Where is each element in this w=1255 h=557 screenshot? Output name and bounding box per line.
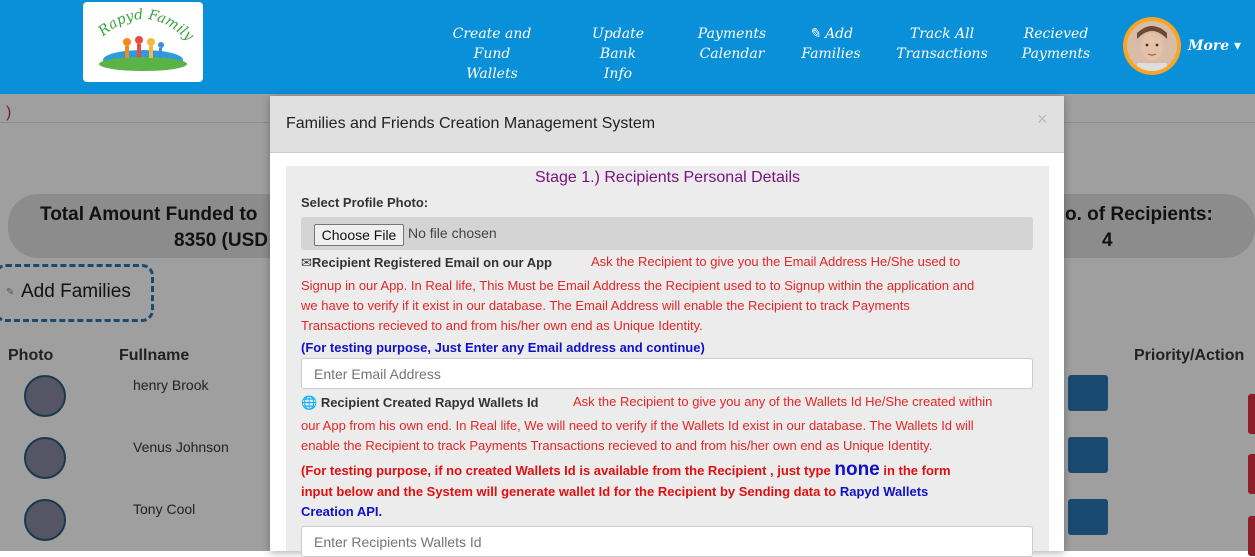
wallet-label: Recipient Created Rapyd Wallets Id xyxy=(320,395,539,410)
row-action-button[interactable] xyxy=(1068,375,1108,411)
recipient-name: Venus Johnson xyxy=(133,439,229,455)
wallet-hint-line: our App from his own end. In Real life, We will need to verify if the Wallets Id exist in our database. The Wallets Id will xyxy=(301,418,974,433)
wallet-hint-first: Ask the Recipient to give you any of the Wallets Id He/She created within xyxy=(573,394,993,409)
nav-label-line2: Calendar xyxy=(699,46,765,62)
nav-label-line1: Update Bank xyxy=(592,26,644,62)
profile-photo-input xyxy=(301,217,1033,250)
row-delete-button[interactable] xyxy=(1248,454,1255,494)
nav-label-line1: Payments xyxy=(697,26,767,42)
nav-label-line2: Transactions xyxy=(896,46,988,62)
nav-label-line2: Payments xyxy=(1021,46,1091,62)
wallet-label-row xyxy=(301,395,539,411)
email-label: Recipient Registered Email on our App xyxy=(311,255,552,270)
row-delete-button[interactable] xyxy=(1248,394,1255,434)
rapyd-family-logo[interactable] xyxy=(83,2,203,82)
wallet-test-note-line2 xyxy=(301,482,1036,502)
email-input[interactable] xyxy=(301,358,1033,389)
nav-label-line1: Create and xyxy=(452,26,532,42)
more-dropdown[interactable]: More ▾ xyxy=(1188,38,1242,54)
nav-label-line1: Track All xyxy=(909,26,975,42)
wallet-test-line3: Creation API. xyxy=(301,504,383,519)
svg-text:Rapyd Family: Rapyd Family xyxy=(95,6,197,45)
recipient-avatar xyxy=(24,499,66,541)
wallet-id-input[interactable] xyxy=(301,526,1033,557)
total-funded xyxy=(40,202,268,254)
edit-icon: ✎ xyxy=(6,287,15,298)
row-delete-button[interactable] xyxy=(1248,516,1255,556)
total-funded-label: Total Amount Funded to xyxy=(40,204,258,225)
nav-label-line2: Info xyxy=(603,66,633,82)
stage-heading: Stage 1.) Recipients Personal Details xyxy=(534,169,801,186)
column-photo: Photo xyxy=(8,347,54,364)
column-fullname: Fullname xyxy=(119,347,190,364)
backdrop-bracket: ) xyxy=(6,104,12,121)
row-action-button[interactable] xyxy=(1068,437,1108,473)
recipient-name: Tony Cool xyxy=(133,501,196,517)
user-avatar-photo xyxy=(1127,21,1177,71)
email-label-row xyxy=(301,255,552,271)
nav-payments-calendar[interactable] xyxy=(697,24,767,64)
families-creation-modal xyxy=(270,96,1064,551)
nav-label-line1: Recieved xyxy=(1023,26,1089,42)
nav-recieved-payments[interactable] xyxy=(1020,24,1092,64)
choose-file-button[interactable]: Choose File xyxy=(314,224,404,246)
row-action-button[interactable] xyxy=(1068,499,1108,535)
nav-update-bank-info[interactable] xyxy=(572,24,664,84)
total-funded-value: 8350 (USD xyxy=(174,230,268,251)
envelope-icon: ✉ xyxy=(301,255,312,270)
wallet-test-part1: (For testing purpose, if no created Wallets Id is available from the Recipient , just type xyxy=(301,463,831,478)
modal-title: Families and Friends Creation Management System xyxy=(286,115,656,132)
rapyd-wallets-link[interactable]: Rapyd Wallets xyxy=(839,484,929,499)
email-test-note: (For testing purpose, Just Enter any Email address and continue) xyxy=(301,340,705,355)
email-hint-first: Ask the Recipient to give you the Email Address He/She used to xyxy=(591,254,961,269)
email-hint-line: we have to verify if it exist in our database. The Email Address will enable the Recipient to track Payments xyxy=(301,298,910,313)
email-hint-line: Signup in our App. In Real life, This Must be Email Address the Recipient used to to Signup within the application and xyxy=(301,278,975,293)
globe-icon: 🌐 xyxy=(301,395,318,410)
recipient-avatar xyxy=(24,437,66,479)
wallet-test-none: none xyxy=(834,459,880,480)
add-families-label: Add Families xyxy=(21,281,131,302)
wallet-hint-line: enable the Recipient to track Payments Transactions recieved to and from his/her own end as Unique Identity. xyxy=(301,438,933,453)
wallet-test-note xyxy=(301,460,1036,481)
close-icon[interactable]: × xyxy=(1037,109,1048,129)
profile-photo-label: Select Profile Photo: xyxy=(301,195,429,210)
user-avatar[interactable] xyxy=(1123,17,1181,75)
recipient-avatar xyxy=(24,375,66,417)
modal-header xyxy=(270,96,1064,153)
wallet-test-part2: in the form xyxy=(883,463,951,478)
recipients-label: o. of Recipients: xyxy=(1065,204,1213,225)
recipients-value: 4 xyxy=(1102,230,1113,251)
recipient-name: henry Brook xyxy=(133,377,209,393)
nav-create-fund-wallets[interactable] xyxy=(448,24,536,84)
recipients-count xyxy=(1065,202,1213,254)
wallet-test-line2: input below and the System will generate wallet Id for the Recipient by Sending data to xyxy=(301,484,837,499)
nav-track-all-transactions[interactable] xyxy=(896,24,988,64)
top-navbar xyxy=(0,0,1255,94)
nav-label-line2: Families xyxy=(801,46,861,62)
nav-label-line2: Fund Wallets xyxy=(466,46,518,82)
email-hint-line: Transactions recieved to and from his/her own end as Unique Identity. xyxy=(301,318,703,333)
nav-label-line1: ✎ Add xyxy=(808,26,854,42)
column-priority-action: Priority/Action xyxy=(1134,347,1245,364)
modal-body xyxy=(286,166,1049,551)
file-status: No file chosen xyxy=(408,225,497,241)
nav-add-families[interactable] xyxy=(800,24,862,64)
